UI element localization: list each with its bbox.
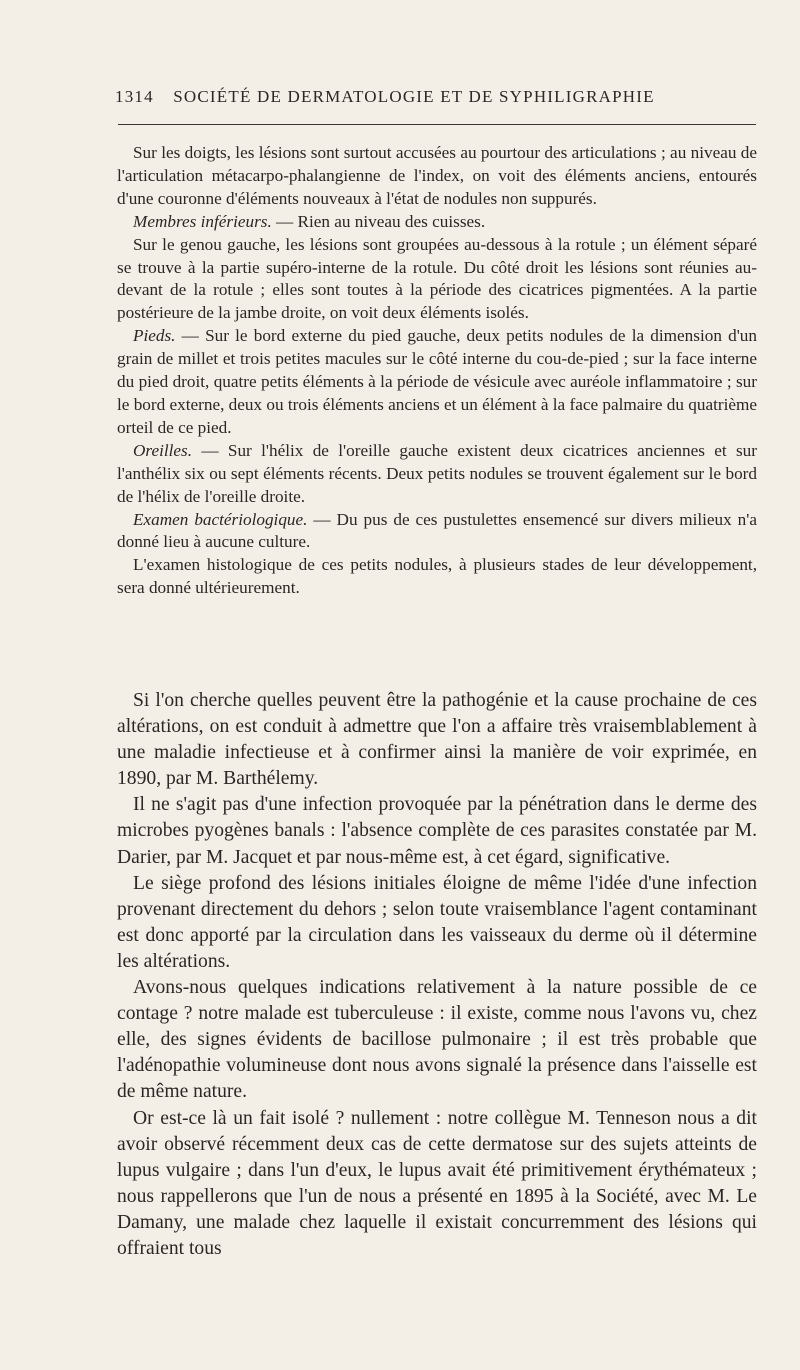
subheading: Pieds. xyxy=(133,326,176,346)
running-title: SOCIÉTÉ DE DERMATOLOGIE ET DE SYPHILIGRAPHIE xyxy=(173,87,655,106)
running-header xyxy=(115,87,755,107)
paragraph: Sur le genou gauche, les lésions sont groupées au-dessous à la rotule ; un élément séparé se trouve à la partie supéro-interne de la rotule. Du côté droit les lésions sont réunies au-devant de la rotule ; elles sont toutes à la période des cicatrices pigmentées. A la partie postérieure de la jambe droite, on voit deux éléments isolés. xyxy=(117,234,757,323)
paragraph: L'examen histologique de ces petits nodules, à plusieurs stades de leur développement, sera donné ultérieurement. xyxy=(117,555,757,598)
paragraph: Examen bactériologique. — Du pus de ces pustulettes ensemencé sur divers milieux n'a donné lieu à aucune culture. xyxy=(117,509,757,552)
paragraph: Le siège profond des lésions initiales éloigne de même l'idée d'une infection provenant directement du dehors ; selon toute vraisemblance l'agent contaminant est donc apporté par la circulation dans les vaisseaux du derme où il détermine les altérations. xyxy=(117,872,757,972)
paragraph: Oreilles. — Sur l'hélix de l'oreille gauche existent deux cicatrices anciennes et sur l'anthélix six ou sept éléments récents. Deux petits nodules se trouvent également sur le bord de l'hélix de l'oreille droite. xyxy=(117,440,757,506)
case-description xyxy=(117,142,757,600)
paragraph: Pieds. — Sur le bord externe du pied gauche, deux petits nodules de la dimension d'un grain de millet et trois petites macules sur le côté interne du cou-de-pied ; sur la face interne du pied droit, quatre petits éléments à la période de vésicule avec auréole inflammatoire ; sur le bord externe, deux ou trois éléments anciens et un élément à la face palmaire du quatrième orteil de ce pied. xyxy=(117,326,757,437)
subheading: Membres inférieurs. xyxy=(133,211,272,231)
discussion xyxy=(117,688,757,1262)
paragraph: Il ne s'agit pas d'une infection provoquée par la pénétration dans le derme des microbes pyogènes banals : l'absence complète de ces parasites constatée par M. Darier, par M. Jacquet et par nous-même est, à cet égard, significative. xyxy=(117,794,757,868)
header-rule xyxy=(118,124,756,125)
paragraph: Sur les doigts, les lésions sont surtout accusées au pourtour des articulations ; au niveau de l'articulation métacarpo-phalangienne de l'index, on voit des éléments anciens, entourés d'une couronne d'éléments nouveaux à l'état de nodules non suppurés. xyxy=(117,143,757,208)
paragraph: Or est-ce là un fait isolé ? nullement : notre collègue M. Tenneson nous a dit avoir observé récemment deux cas de cette dermatose sur des sujets atteints de lupus vulgaire ; dans l'un d'eux, le lupus avait été primitivement érythémateux ; nous rappellerons que l'un de nous a présenté en 1895 à la Société, avec M. Le Damany, une malade chez laquelle il existait concurremment des lésions qui offraient tous xyxy=(117,1107,757,1259)
subheading: Oreilles. xyxy=(133,440,193,460)
page-number: 1314 xyxy=(115,87,154,106)
paragraph: Si l'on cherche quelles peuvent être la pathogénie et la cause prochaine de ces altérations, on est conduit à admettre que l'on a affaire très vraisemblablement à une maladie infectieuse et à confirmer ainsi la manière de voir exprimée, en 1890, par M. Barthélemy. xyxy=(117,690,757,790)
paragraph: Avons-nous quelques indications relativement à la nature possible de ce contage ? notre malade est tuberculeuse : il existe, comme nous l'avons vu, chez elle, des signes évidents de bacillose pulmonaire ; il est très probable que l'adénopathie volumineuse dont nous avons signalé la présence dans l'aisselle est de même nature. xyxy=(117,977,757,1103)
paragraph: Membres inférieurs. — Rien au niveau des cuisses. xyxy=(133,211,486,231)
subheading: Examen bactériologique. xyxy=(133,509,308,529)
